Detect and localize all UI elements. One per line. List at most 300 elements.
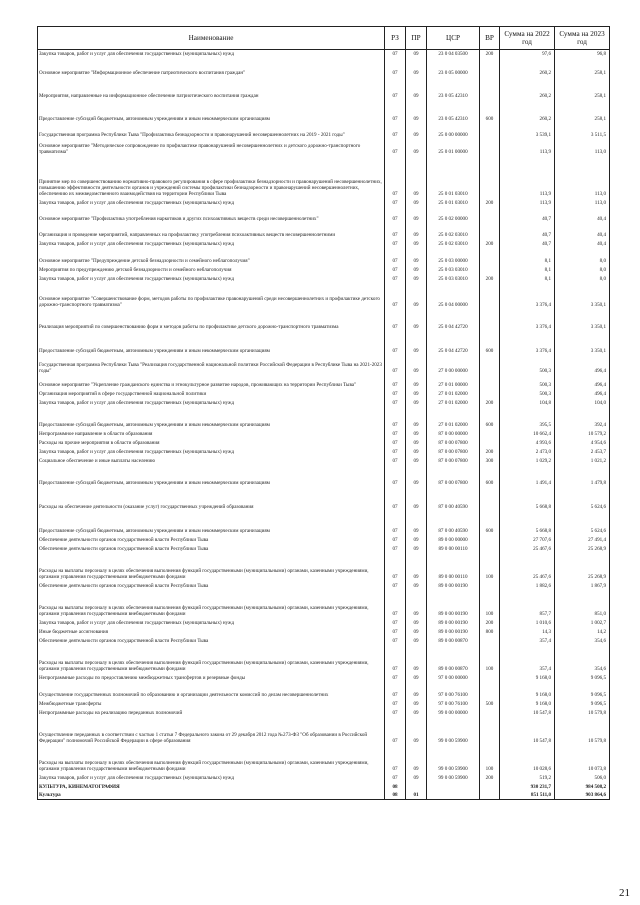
- row-csr: 27 0 01 02000: [427, 398, 480, 407]
- row-vr: 200: [480, 618, 500, 627]
- row-csr: 89 0 00 00870: [427, 636, 480, 645]
- row-csr: 27 0 01 02000: [427, 407, 480, 429]
- table-row: [38, 456, 610, 465]
- row-pr: 09: [406, 636, 427, 645]
- row-rz: 07: [385, 581, 406, 590]
- row-pr: 09: [406, 123, 427, 139]
- row-rz: 07: [385, 511, 406, 535]
- row-vr: [480, 283, 500, 309]
- row-csr: 25 0 02 03010: [427, 223, 480, 239]
- table-row: [38, 207, 610, 223]
- row-vr: [480, 438, 500, 447]
- row-name: Организация и проведение мероприятий, направленных на профилактику употребления психоактивных веществ несовершеннолетними: [38, 223, 385, 239]
- row-sum-2022: 25 467,6: [500, 544, 555, 553]
- table-row: [38, 487, 610, 511]
- row-sum-2023: 506,0: [555, 773, 610, 782]
- row-sum-2023: 1 867,9: [555, 581, 610, 590]
- row-vr: 100: [480, 590, 500, 618]
- row-rz: 07: [385, 198, 406, 207]
- table-row: [38, 58, 610, 77]
- row-name: Основное мероприятие "Укрепление гражданского единства и этнокультурное развитие народов, проживающих на территории Республики Тыва": [38, 375, 385, 389]
- row-sum-2023: 496,4: [555, 389, 610, 398]
- row-pr: 09: [406, 645, 427, 673]
- row-pr: 01: [406, 791, 427, 800]
- row-vr: [480, 375, 500, 389]
- row-sum-2023: 27 491,4: [555, 535, 610, 544]
- row-pr: 09: [406, 355, 427, 375]
- row-csr: 25 0 01 03010: [427, 198, 480, 207]
- row-rz: 07: [385, 375, 406, 389]
- table-row: [38, 717, 610, 745]
- row-rz: 07: [385, 636, 406, 645]
- row-pr: 09: [406, 673, 427, 682]
- row-name: Осуществление государственных полномочий по образованию и организации деятельности комиссий по делам несовершеннолетних: [38, 682, 385, 699]
- row-sum-2022: 40,7: [500, 223, 555, 239]
- row-rz: 07: [385, 265, 406, 274]
- row-pr: 09: [406, 553, 427, 581]
- row-name: Принятие мер по совершенствованию нормативно-правового регулирования в сфере профилактики безнадзорности и правонарушений несовершеннолетних, повышению эффективности деятельности органов и учреждений системы профилактики безнадзорности и правонарушений несовершеннолетних, обеспечению их межведомственного взаимодействия на территории Республики Тыва: [38, 156, 385, 198]
- row-sum-2022: 25 467,6: [500, 553, 555, 581]
- row-pr: 09: [406, 77, 427, 100]
- row-vr: 100: [480, 745, 500, 773]
- row-csr: 25 0 04 42720: [427, 309, 480, 331]
- row-vr: 200: [480, 398, 500, 407]
- row-rz: 07: [385, 673, 406, 682]
- row-pr: 09: [406, 511, 427, 535]
- row-name: Расходы на прочие мероприятия в области образования: [38, 438, 385, 447]
- row-csr: 87 0 00 00000: [427, 429, 480, 438]
- row-pr: 09: [406, 274, 427, 283]
- row-name: Закупка товаров, работ и услуг для обеспечения государственных (муниципальных) нужд: [38, 50, 385, 58]
- table-row: [38, 223, 610, 239]
- row-rz: 07: [385, 355, 406, 375]
- row-vr: 600: [480, 511, 500, 535]
- row-rz: 07: [385, 456, 406, 465]
- row-name: Расходы на обеспечение деятельности (оказание услуг) государственных учреждений образования: [38, 487, 385, 511]
- row-sum-2023: 25 268,9: [555, 553, 610, 581]
- row-vr: 100: [480, 553, 500, 581]
- row-vr: 600: [480, 100, 500, 123]
- row-name: Культура: [38, 791, 385, 800]
- table-row: [38, 265, 610, 274]
- row-sum-2022: 8,1: [500, 248, 555, 265]
- row-sum-2022: 3 376,4: [500, 283, 555, 309]
- table-row: [38, 156, 610, 198]
- row-rz: 07: [385, 627, 406, 636]
- row-sum-2022: 1 882,6: [500, 581, 555, 590]
- row-vr: [480, 682, 500, 699]
- row-vr: [480, 207, 500, 223]
- row-rz: 07: [385, 618, 406, 627]
- row-rz: 07: [385, 487, 406, 511]
- row-vr: [480, 636, 500, 645]
- row-sum-2022: 8,1: [500, 265, 555, 274]
- row-sum-2022: 260,2: [500, 77, 555, 100]
- row-vr: 100: [480, 645, 500, 673]
- row-csr: 87 0 00 07800: [427, 447, 480, 456]
- row-vr: [480, 58, 500, 77]
- row-csr: 27 0 01 02000: [427, 389, 480, 398]
- row-sum-2023: 3 350,1: [555, 331, 610, 355]
- row-rz: 07: [385, 389, 406, 398]
- row-pr: 09: [406, 58, 427, 77]
- row-pr: 09: [406, 223, 427, 239]
- table-row: [38, 198, 610, 207]
- row-vr: 200: [480, 198, 500, 207]
- row-csr: 97 0 00 00000: [427, 673, 480, 682]
- row-rz: 07: [385, 398, 406, 407]
- row-name: Закупка товаров, работ и услуг для обеспечения государственных (муниципальных) нужд: [38, 398, 385, 407]
- row-csr: 25 0 04 00000: [427, 283, 480, 309]
- row-rz: 07: [385, 745, 406, 773]
- row-sum-2022: 14,3: [500, 627, 555, 636]
- row-pr: 09: [406, 398, 427, 407]
- row-vr: [480, 139, 500, 156]
- row-sum-2023: 903 864,6: [555, 791, 610, 800]
- row-rz: 07: [385, 645, 406, 673]
- row-csr: 25 0 03 00000: [427, 248, 480, 265]
- header-rz: РЗ: [385, 27, 406, 50]
- table-row: [38, 773, 610, 782]
- row-csr: 89 0 00 00190: [427, 581, 480, 590]
- row-sum-2022: 500,3: [500, 389, 555, 398]
- row-rz: 07: [385, 156, 406, 198]
- row-rz: 07: [385, 309, 406, 331]
- row-sum-2022: 40,7: [500, 207, 555, 223]
- row-pr: 09: [406, 627, 427, 636]
- table-row: [38, 782, 610, 791]
- table-row: [38, 407, 610, 429]
- row-rz: 07: [385, 465, 406, 487]
- table-row: [38, 699, 610, 708]
- row-csr: 25 0 01 00000: [427, 139, 480, 156]
- table-row: [38, 274, 610, 283]
- row-csr: 89 0 00 00190: [427, 618, 480, 627]
- header-sum-2023: Сумма на 2023 год: [555, 27, 610, 50]
- table-row: [38, 123, 610, 139]
- row-name: Обеспечение деятельности органов государственной власти Республики Тыва: [38, 535, 385, 544]
- row-sum-2023: 258,1: [555, 100, 610, 123]
- row-name: Расходы на выплаты персоналу в целях обеспечения выполнения функций государственными (муниципальными) органами, казенными учреждениями, органами управления государственными внебюджетными фондами: [38, 645, 385, 673]
- row-vr: [480, 123, 500, 139]
- table-row: [38, 618, 610, 627]
- table-row: [38, 447, 610, 456]
- row-sum-2022: 1 491,4: [500, 465, 555, 487]
- row-csr: 89 0 00 00870: [427, 645, 480, 673]
- row-pr: 09: [406, 375, 427, 389]
- header-sum-2022: Сумма на 2022 год: [500, 27, 555, 50]
- row-pr: 09: [406, 745, 427, 773]
- row-sum-2022: 9 168,0: [500, 682, 555, 699]
- table-row: [38, 465, 610, 487]
- table-row: [38, 239, 610, 248]
- row-sum-2022: 10 662,4: [500, 429, 555, 438]
- row-rz: 07: [385, 553, 406, 581]
- row-sum-2022: 260,2: [500, 100, 555, 123]
- row-vr: [480, 77, 500, 100]
- row-pr: 09: [406, 447, 427, 456]
- row-sum-2022: 260,2: [500, 58, 555, 77]
- table-row: [38, 139, 610, 156]
- table-row: [38, 398, 610, 407]
- row-pr: 09: [406, 487, 427, 511]
- row-csr: 25 0 01 03010: [427, 156, 480, 198]
- row-sum-2023: 3 511,5: [555, 123, 610, 139]
- row-sum-2023: 113,0: [555, 156, 610, 198]
- row-sum-2022: 113,9: [500, 198, 555, 207]
- row-pr: 09: [406, 699, 427, 708]
- table-row: [38, 553, 610, 581]
- row-rz: 07: [385, 139, 406, 156]
- row-rz: 07: [385, 535, 406, 544]
- row-name: Социальное обеспечение и иные выплаты населению: [38, 456, 385, 465]
- row-pr: 09: [406, 239, 427, 248]
- row-sum-2022: 1 029,2: [500, 456, 555, 465]
- row-pr: 09: [406, 248, 427, 265]
- row-pr: 09: [406, 438, 427, 447]
- row-name: Расходы на выплаты персоналу в целях обеспечения выполнения функций государственными (муниципальными) органами, казенными учреждениями, органами управления государственными внебюджетными фондами: [38, 590, 385, 618]
- row-name: Обеспечение деятельности органов государственной власти Республики Тыва: [38, 544, 385, 553]
- row-sum-2023: 392,4: [555, 407, 610, 429]
- row-sum-2023: 5 624,6: [555, 511, 610, 535]
- row-name: Государственная программа Республики Тыва "Реализация государственной национальной политики Российской Федерации в Республике Тыва на 2021-2023 годы": [38, 355, 385, 375]
- row-csr: 25 0 02 03010: [427, 239, 480, 248]
- row-sum-2022: 2 473,0: [500, 447, 555, 456]
- row-vr: 200: [480, 50, 500, 58]
- row-sum-2023: 3 350,1: [555, 283, 610, 309]
- table-row: [38, 590, 610, 618]
- row-name: Расходы на выплаты персоналу в целях обеспечения выполнения функций государственными (муниципальными) органами, казенными учреждениями, органами управления государственными внебюджетными фондами: [38, 745, 385, 773]
- table-row: [38, 100, 610, 123]
- row-sum-2022: 857,7: [500, 590, 555, 618]
- row-sum-2023: 113,0: [555, 139, 610, 156]
- row-sum-2022: 357,4: [500, 636, 555, 645]
- row-rz: 07: [385, 699, 406, 708]
- row-sum-2023: 10 073,8: [555, 745, 610, 773]
- table-row: [38, 248, 610, 265]
- row-rz: 07: [385, 773, 406, 782]
- row-rz: 07: [385, 248, 406, 265]
- row-rz: 07: [385, 274, 406, 283]
- row-name: Основное мероприятие "Совершенствование форм, методов работы по профилактике правонарушений среди несовершеннолетних и профилактике детского дорожно-транспортного травматизма": [38, 283, 385, 309]
- row-sum-2022: 9 168,0: [500, 673, 555, 682]
- row-pr: 09: [406, 389, 427, 398]
- row-rz: 07: [385, 438, 406, 447]
- row-name: Межбюджетные трансферты: [38, 699, 385, 708]
- row-sum-2023: 14,2: [555, 627, 610, 636]
- row-sum-2023: 10 579,2: [555, 429, 610, 438]
- row-name: Непрограммные расходы по предоставлению межбюджетных трансфертов и резервные фонды: [38, 673, 385, 682]
- row-sum-2023: 96,8: [555, 50, 610, 58]
- table-row: [38, 636, 610, 645]
- table-row: [38, 544, 610, 553]
- row-vr: [480, 544, 500, 553]
- row-sum-2023: 9 096,5: [555, 682, 610, 699]
- row-csr: 23 0 05 00000: [427, 58, 480, 77]
- row-csr: 89 0 00 00110: [427, 553, 480, 581]
- row-sum-2023: 1 021,2: [555, 456, 610, 465]
- row-csr: 99 0 00 00000: [427, 708, 480, 717]
- row-sum-2023: 3 350,1: [555, 309, 610, 331]
- table-row: [38, 581, 610, 590]
- row-sum-2022: 3 376,4: [500, 331, 555, 355]
- header-pr: ПР: [406, 27, 427, 50]
- row-pr: 09: [406, 198, 427, 207]
- row-csr: 25 0 00 00000: [427, 123, 480, 139]
- row-rz: 07: [385, 58, 406, 77]
- row-csr: 87 0 00 07800: [427, 438, 480, 447]
- row-sum-2023: 10 579,8: [555, 717, 610, 745]
- row-sum-2023: 40,4: [555, 207, 610, 223]
- table-row: [38, 50, 610, 58]
- row-rz: 07: [385, 223, 406, 239]
- row-pr: 09: [406, 207, 427, 223]
- row-rz: 07: [385, 682, 406, 699]
- row-sum-2023: 258,1: [555, 58, 610, 77]
- row-sum-2023: 851,0: [555, 590, 610, 618]
- row-vr: [480, 355, 500, 375]
- row-csr: 87 0 00 40590: [427, 511, 480, 535]
- row-name: Основное мероприятие "Методическое сопровождение по профилактике правонарушений несовершеннолетних и детского дорожно-транспортного травматизма": [38, 139, 385, 156]
- row-name: Обеспечение деятельности органов государственной власти Республики Тыва: [38, 636, 385, 645]
- table-row: [38, 708, 610, 717]
- row-vr: 300: [480, 456, 500, 465]
- row-vr: 200: [480, 447, 500, 456]
- row-sum-2023: 1 479,8: [555, 465, 610, 487]
- row-name: КУЛЬТУРА, КИНЕМАТОГРАФИЯ: [38, 782, 385, 791]
- row-csr: 99 0 00 59900: [427, 717, 480, 745]
- row-pr: 09: [406, 618, 427, 627]
- row-csr: 23 0 05 42310: [427, 77, 480, 100]
- row-rz: 07: [385, 50, 406, 58]
- row-vr: [480, 248, 500, 265]
- row-pr: 09: [406, 265, 427, 274]
- row-sum-2023: 10 579,8: [555, 708, 610, 717]
- table-row: [38, 438, 610, 447]
- row-name: Предоставление субсидий бюджетным, автономным учреждениям и иным некоммерческим организациям: [38, 407, 385, 429]
- row-name: Предоставление субсидий бюджетным, автономным учреждениям и иным некоммерческим организациям: [38, 331, 385, 355]
- row-sum-2022: 3 376,4: [500, 309, 555, 331]
- row-rz: 07: [385, 717, 406, 745]
- row-vr: 200: [480, 773, 500, 782]
- row-sum-2022: 10 547,8: [500, 717, 555, 745]
- row-csr: 23 0 04 03500: [427, 50, 480, 58]
- row-sum-2022: 4 993,6: [500, 438, 555, 447]
- row-sum-2023: 258,1: [555, 77, 610, 100]
- row-name: Закупка товаров, работ и услуг для обеспечения государственных (муниципальных) нужд: [38, 274, 385, 283]
- row-sum-2023: 40,4: [555, 239, 610, 248]
- row-vr: 600: [480, 407, 500, 429]
- row-sum-2023: 8,0: [555, 274, 610, 283]
- table-row: [38, 309, 610, 331]
- row-csr: 27 0 01 00000: [427, 375, 480, 389]
- row-sum-2022: 1 010,6: [500, 618, 555, 627]
- row-pr: 09: [406, 456, 427, 465]
- row-vr: [480, 309, 500, 331]
- row-csr: 87 0 00 07800: [427, 456, 480, 465]
- row-sum-2023: 354,6: [555, 645, 610, 673]
- row-csr: 99 0 00 59900: [427, 745, 480, 773]
- row-pr: 09: [406, 100, 427, 123]
- row-sum-2023: 496,4: [555, 375, 610, 389]
- table-row: [38, 673, 610, 682]
- page-number: 21: [619, 887, 630, 899]
- table-row: [38, 77, 610, 100]
- row-sum-2023: 8,0: [555, 265, 610, 274]
- row-sum-2023: 104,0: [555, 398, 610, 407]
- row-name: Непрограммные расходы на реализацию переданных полномочий: [38, 708, 385, 717]
- row-pr: 09: [406, 581, 427, 590]
- row-sum-2022: 5 668,8: [500, 487, 555, 511]
- row-sum-2022: 40,7: [500, 239, 555, 248]
- row-sum-2022: 500,3: [500, 355, 555, 375]
- row-csr: 89 0 00 00190: [427, 590, 480, 618]
- row-sum-2022: 10 028,6: [500, 745, 555, 773]
- row-pr: 09: [406, 139, 427, 156]
- row-csr: 97 0 00 76100: [427, 682, 480, 699]
- row-name: Мероприятия, направленные на информационное обеспечение патриотического воспитания граждан: [38, 77, 385, 100]
- row-sum-2022: 27 707,6: [500, 535, 555, 544]
- row-name: Организация мероприятий в сфере государственной национальной политики: [38, 389, 385, 398]
- row-pr: 09: [406, 407, 427, 429]
- row-sum-2022: 930 231,7: [500, 782, 555, 791]
- table-row: [38, 429, 610, 438]
- row-name: Основное мероприятие "Предупреждение детской безнадзорности и семейного неблагополучия": [38, 248, 385, 265]
- row-vr: [480, 429, 500, 438]
- row-rz: 07: [385, 283, 406, 309]
- row-sum-2023: 8,0: [555, 248, 610, 265]
- row-name: Мероприятия по предупреждению детской безнадзорности и семейного неблагополучия: [38, 265, 385, 274]
- table-row: [38, 682, 610, 699]
- row-name: Предоставление субсидий бюджетным, автономным учреждениям и иным некоммерческим организациям: [38, 465, 385, 487]
- table-row: [38, 331, 610, 355]
- row-rz: 07: [385, 123, 406, 139]
- table-row: [38, 627, 610, 636]
- row-vr: 800: [480, 627, 500, 636]
- row-vr: 600: [480, 465, 500, 487]
- row-rz: 07: [385, 239, 406, 248]
- row-name: Расходы на выплаты персоналу в целях обеспечения выполнения функций государственными (муниципальными) органами, казенными учреждениями, органами управления государственными внебюджетными фондами: [38, 553, 385, 581]
- row-name: Закупка товаров, работ и услуг для обеспечения государственных (муниципальных) нужд: [38, 773, 385, 782]
- row-pr: 09: [406, 717, 427, 745]
- row-vr: [480, 223, 500, 239]
- row-vr: [480, 708, 500, 717]
- row-pr: 09: [406, 429, 427, 438]
- row-name: Обеспечение деятельности органов государственной власти Республики Тыва: [38, 581, 385, 590]
- row-csr: 25 0 04 42720: [427, 331, 480, 355]
- row-name: Основное мероприятие "Профилактика употребления наркотиков и других психоактивных веществ среди несовершеннолетних": [38, 207, 385, 223]
- header-vr: ВР: [480, 27, 500, 50]
- row-vr: [480, 791, 500, 800]
- row-sum-2023: 496,4: [555, 355, 610, 375]
- row-rz: 08: [385, 791, 406, 800]
- row-pr: 09: [406, 156, 427, 198]
- row-sum-2022: 97,6: [500, 50, 555, 58]
- row-pr: 09: [406, 283, 427, 309]
- row-rz: 07: [385, 407, 406, 429]
- row-name: Непрограммное направление в области образования: [38, 429, 385, 438]
- table-row: [38, 283, 610, 309]
- row-csr: 97 0 00 76100: [427, 699, 480, 708]
- row-csr: 89 0 00 00000: [427, 535, 480, 544]
- row-sum-2022: 357,4: [500, 645, 555, 673]
- row-sum-2022: 9 168,0: [500, 699, 555, 708]
- table-row: [38, 745, 610, 773]
- row-pr: 09: [406, 50, 427, 58]
- row-vr: [480, 389, 500, 398]
- row-name: Закупка товаров, работ и услуг для обеспечения государственных (муниципальных) нужд: [38, 447, 385, 456]
- row-vr: 200: [480, 274, 500, 283]
